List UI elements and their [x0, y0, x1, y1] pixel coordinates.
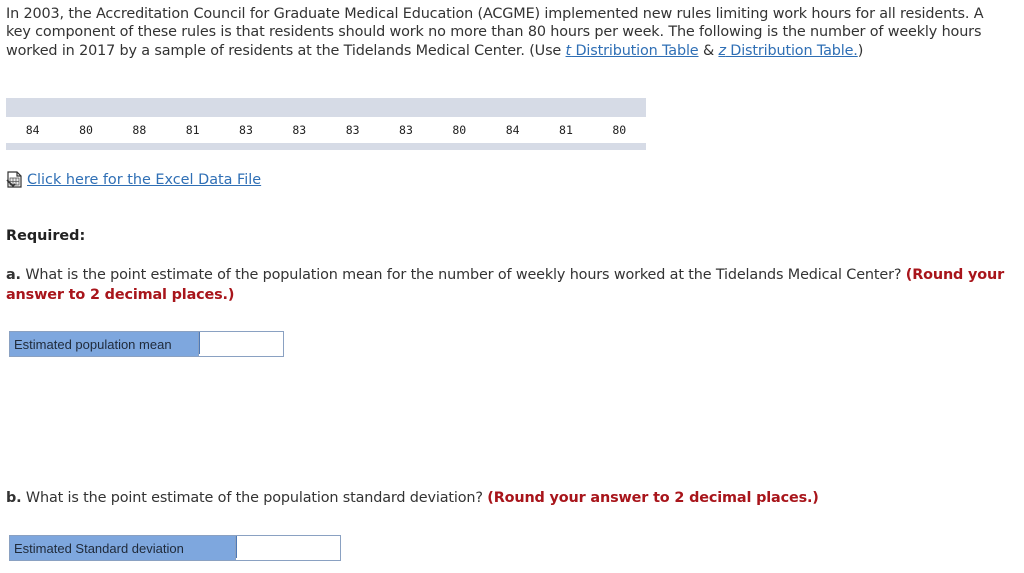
z-link-text: Distribution Table.: [725, 42, 858, 59]
table-cell: 80: [79, 123, 93, 137]
table-cell: 80: [452, 123, 467, 137]
table-header-bar: [6, 98, 646, 117]
hours-data-table: [6, 98, 646, 150]
question-b: [6, 489, 1011, 509]
intro-text: In 2003, the Accreditation Council for Graduate Medical Education (ACGME) implemented new rules limiting work hours for all residents. A key component of these rules is that residents should work no more than 80 hours per week. The following is the number of weekly hours worked in 2017 by a sample of residents at the Tidelands Medical Center. (Use: [6, 6, 984, 59]
excel-data-file-link[interactable]: [6, 171, 261, 188]
z-distribution-table-link[interactable]: [718, 43, 857, 59]
excel-link-label: Click here for the Excel Data File: [27, 171, 262, 188]
question-a: [6, 266, 1011, 305]
table-cell: 83: [292, 123, 307, 137]
table-cell: 81: [185, 123, 200, 137]
table-cell: 83: [399, 123, 413, 137]
std-dev-answer-input[interactable]: [236, 536, 340, 558]
mean-answer-input[interactable]: [199, 332, 283, 354]
table-cell: 84: [25, 123, 40, 137]
answer-row-mean: [9, 331, 284, 357]
question-a-text: What is the point estimate of the population mean for the number of weekly hours worked at the Tidelands Medical Center?: [20, 267, 906, 283]
required-heading: Required:: [6, 228, 86, 244]
mean-answer-label: Estimated population mean: [10, 332, 199, 356]
question-b-letter: b.: [6, 490, 22, 506]
table-cell: 88: [132, 123, 147, 137]
excel-file-icon: [6, 171, 25, 188]
table-cell: 84: [505, 123, 520, 137]
question-a-letter: a.: [6, 267, 21, 283]
table-bottom-bar: [6, 143, 646, 150]
intro-close: ): [857, 42, 864, 59]
z-italic: z: [718, 42, 726, 59]
table-cell: 81: [559, 123, 573, 137]
t-italic: t: [565, 42, 572, 59]
table-cell: 83: [239, 123, 253, 137]
answer-row-std-dev: [9, 535, 341, 561]
std-dev-answer-label: Estimated Standard deviation: [10, 536, 236, 560]
ampersand: &: [698, 42, 719, 59]
question-b-round-instruction: (Round your answer to 2 decimal places.): [487, 490, 819, 506]
problem-intro: [6, 5, 1011, 60]
table-cell: 80: [612, 123, 627, 137]
t-distribution-table-link[interactable]: [566, 43, 699, 59]
question-a-round-instruction: (Round your answer to 2 decimal places.): [6, 267, 1005, 303]
question-b-text: What is the point estimate of the population standard deviation?: [21, 490, 488, 506]
table-row: [6, 117, 646, 143]
t-link-text: Distribution Table: [571, 42, 699, 59]
table-cell: 83: [345, 123, 360, 137]
